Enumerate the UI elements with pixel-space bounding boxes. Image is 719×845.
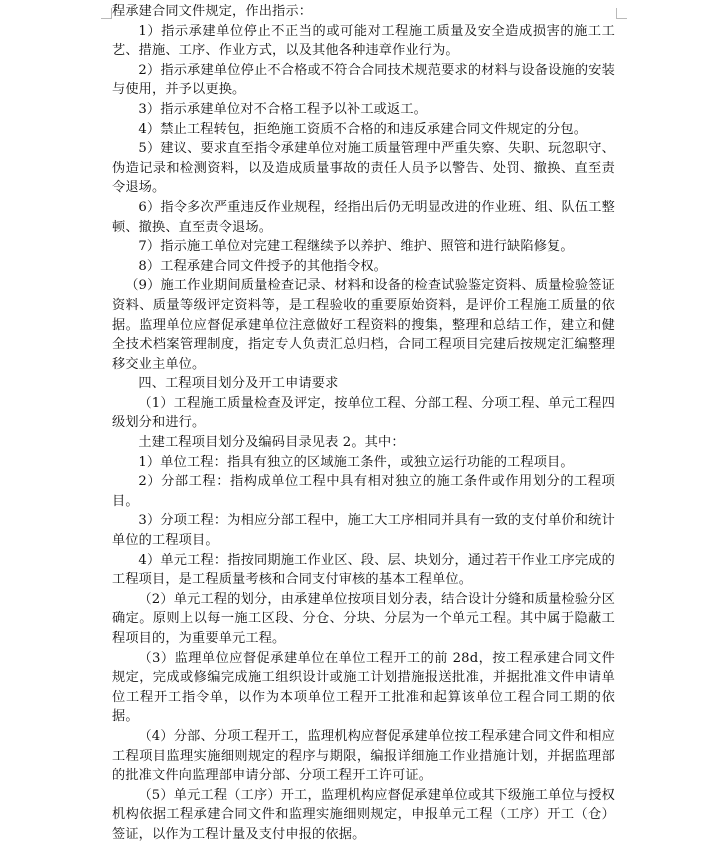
- page-corner-mark-left: [101, 8, 112, 19]
- paragraph-item-6: 6）指令多次严重违反作业规程，经指出后仍无明显改进的作业班、组、队伍工整顿、撤换、直至责令退场。: [112, 199, 615, 235]
- paragraph-item-7: 7）指示施工单位对完建工程继续予以养护、维护、照管和进行缺陷修复。: [138, 239, 574, 255]
- paragraph-item-5: 5）建议、要求直至指令承建单位对施工质量管理中严重失察、失职、玩忽职守、伪造记录和检测资料，以及造成质量事故的责任人员予以警告、处罚、撤换、直至责令退场。: [112, 141, 615, 196]
- paragraph-division-4: （4）分部、分项工程开工，监理机构应督促承建单位按工程承建合同文件和相应工程项目监理实施细则规定的程序与期限，编报详细施工作业措施计划，并据监理部的批准文件向监理部申请分部、分项工程开工许可证。: [112, 728, 615, 784]
- paragraph-item-4: 4）禁止工程转包，拒绝施工资质不合格的和违反承建合同文件规定的分包。: [138, 121, 588, 137]
- paragraph-item-2: 2）指示承建单位停止不合格或不符合合同技术规范要求的材料与设备设施的安装与使用，并予以更换。: [112, 62, 615, 98]
- paragraph-item-1: 1）指示承建单位停止不正当的或可能对工程施工质量及安全造成损害的施工工艺、措施、工序、作业方式，以及其他各种违章作业行为。: [112, 23, 615, 59]
- paragraph-records: （9）施工作业期间质量检查记录、材料和设备的检查试验鉴定资料、质量检验签证资料、质量等级评定资料等，是工程验收的重要原始资料，是评价工程施工质量的依据。监理单位应督促承建单位注意做好工程资料的搜集，整理和总结工作，建立和健全技术档案管理制度，指定专人负责汇总归档，合同工程项目完建后按规定汇编整理移交业主单位。: [112, 278, 615, 372]
- paragraph-item-3: 3）指示承建单位对不合格工程予以补工或返工。: [138, 101, 428, 117]
- paragraph-division-3: （3）监理单位应督促承建单位在单位工程开工的前 28d，按工程承建合同文件规定，完成或修编完成施工组织设计或施工计划措施报送批准，并据批准文件申请单位工程开工指令单，以作为本项单位工程开工批准和起算该单位工程合同工期的依据。: [112, 650, 615, 725]
- paragraph-item-8: 8）工程承建合同文件授予的其他指令权。: [138, 258, 388, 274]
- paragraph-division-1: （1）工程施工质量检查及评定，按单位工程、分部工程、分项工程、单元工程四级划分和进行。: [112, 395, 615, 431]
- page-corner-mark-right: [616, 8, 627, 19]
- paragraph-sub-project: 2）分部工程：指构成单位工程中具有相对独立的施工条件或作用划分的工程项目。: [112, 474, 615, 509]
- paragraph-table-ref: 土建工程项目划分及编码目录见表 2。其中：: [138, 435, 405, 451]
- paragraph-division-2: （2）单元工程的划分，由承建单位按项目划分表，结合设计分缝和质量检验分区确定。原则上以每一施工区段、分仓、分块、分层为一个单元工程。其中属于隐蔽工程项目的，为重要单元工程。: [112, 591, 615, 646]
- paragraph-item-project: 3）分项工程：为相应分部工程中，施工大工序相同并具有一致的支付单价和统计单位的工程项目。: [112, 513, 615, 549]
- paragraph-unit-project: 1）单位工程：指具有独立的区域施工条件，或独立运行功能的工程项目。: [138, 454, 574, 470]
- paragraph-continuation: 程承建合同文件规定，作出指示：: [112, 4, 313, 19]
- paragraph-division-5: （5）单元工程（工序）开工，监理机构应督促承建单位或其下级施工单位与授权机构依据工程承建合同文件和监理实施细则规定，申报单元工程（工序）开工（仓）签证，以作为工程计量及支付申报的依据。: [112, 787, 615, 842]
- paragraph-element-project: 4）单元工程：指按同期施工作业区、段、层、块划分，通过若干作业工序完成的工程项目，是工程质量考核和合同支付审核的基本工程单位。: [112, 552, 615, 588]
- section-heading: 四、工程项目划分及开工申请要求: [138, 376, 339, 392]
